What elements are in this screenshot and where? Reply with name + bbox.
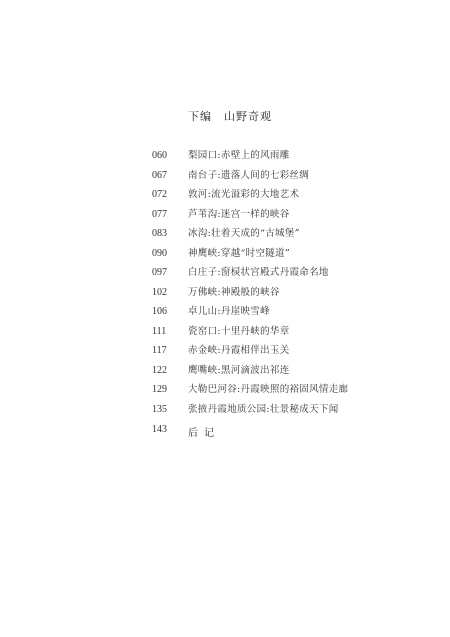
toc-list — [152, 146, 348, 419]
toc-entry-title: 后记 — [188, 428, 220, 439]
toc-page-number: 106 — [152, 306, 167, 317]
toc-page-number: 072 — [152, 189, 167, 200]
toc-entry-title: 白庄子:窗棂状宫殿式丹霞命名地 — [188, 267, 329, 278]
toc-entry[interactable] — [152, 263, 348, 283]
toc-entry[interactable] — [152, 361, 348, 381]
toc-page-number: 135 — [152, 403, 167, 415]
toc-entry-title: 大勒巴河谷:丹霞映照的裕固风情走廊 — [188, 384, 349, 395]
toc-entry-title: 神鹰峡:穿越“时空隧道” — [188, 247, 291, 259]
toc-entry[interactable] — [152, 205, 348, 225]
toc-entry-afterword[interactable] — [152, 424, 220, 439]
toc-page-number: 077 — [152, 208, 167, 220]
toc-entry[interactable] — [152, 322, 348, 342]
toc-entry[interactable] — [152, 166, 348, 186]
section-title — [188, 108, 272, 124]
section-name: 山野奇观 — [224, 110, 272, 123]
toc-page-number: 129 — [152, 384, 167, 395]
toc-entry[interactable] — [152, 283, 348, 303]
toc-entry-title: 瓷窑口:十里丹峡的华章 — [188, 325, 290, 337]
toc-entry-title: 敦河:流光溢彩的大地艺术 — [188, 189, 300, 200]
toc-entry[interactable] — [152, 146, 348, 166]
toc-page-number: 122 — [152, 364, 167, 376]
toc-page-number: 143 — [152, 424, 167, 435]
toc-entry-title: 卓儿山:丹崖映雪峰 — [188, 306, 270, 317]
toc-page-number: 117 — [152, 345, 167, 356]
toc-page-number: 090 — [152, 247, 167, 259]
toc-entry-title: 张掖丹霞地质公园:壮景秘成天下闻 — [188, 403, 339, 415]
toc-entry-title: 南台子:遗落人间的七彩丝绸 — [188, 169, 310, 181]
toc-entry-title: 赤金峡:丹霞相伴出玉关 — [188, 345, 290, 356]
toc-page-number: 060 — [152, 150, 167, 161]
toc-page-number: 083 — [152, 228, 167, 239]
toc-page-number: 067 — [152, 169, 167, 181]
toc-entry-title: 梨园口:赤壁上的风雨雕 — [188, 150, 290, 161]
toc-entry-title: 万佛峡:神殿般的峡谷 — [188, 286, 280, 298]
toc-page-number: 097 — [152, 267, 167, 278]
toc-entry[interactable] — [152, 400, 348, 420]
toc-entry[interactable] — [152, 380, 348, 400]
toc-entry-title: 芦苇沟:迷宫一样的峡谷 — [188, 208, 290, 220]
toc-entry[interactable] — [152, 302, 348, 322]
toc-page-number: 102 — [152, 286, 167, 298]
toc-entry[interactable] — [152, 224, 348, 244]
toc-entry[interactable] — [152, 185, 348, 205]
toc-entry-title: 冰沟:壮着天成的“古城堡” — [188, 228, 300, 239]
toc-entry[interactable] — [152, 341, 348, 361]
toc-page-number: 111 — [152, 325, 167, 337]
section-part: 下编 — [188, 110, 212, 123]
toc-entry-title: 鹰嘴峡:黑河滴波出祁连 — [188, 364, 290, 376]
toc-entry[interactable] — [152, 244, 348, 264]
